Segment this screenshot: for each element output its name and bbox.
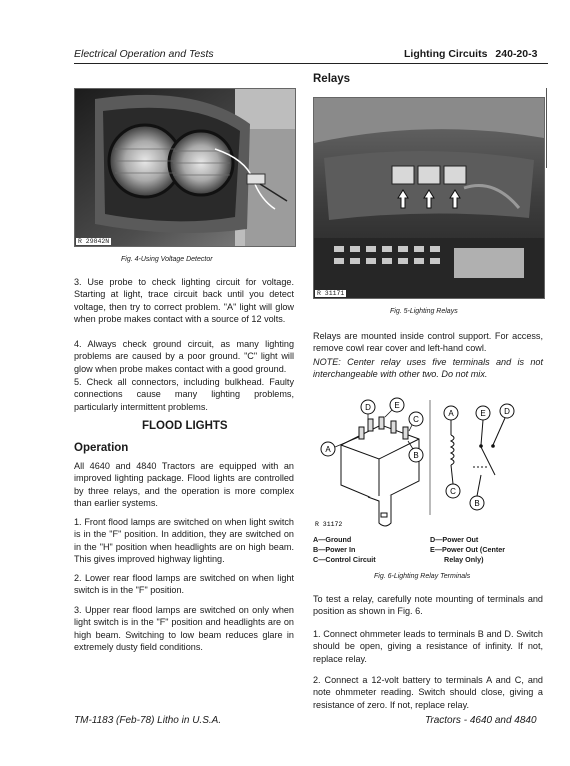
legend-item-power-in: B—Power In [313,545,356,554]
fig6-legend-right [430,535,505,565]
svg-text:A: A [325,445,331,454]
fig6-relay-diagram [313,395,545,530]
header-section-title: Lighting Circuits [404,48,488,60]
flood-step-3-paragraph: 3. Upper rear flood lamps are switched on only when light switch is in the "F" position and headlights are on high beam. Switching to low beam reduces glare in extremely dusty field conditions. [74,605,294,653]
legend-item-control-circuit: C—Control Circuit [313,555,376,564]
step-3-paragraph: 3. Use probe to check lighting circuit for voltage. Starting at light, trace circuit back until you detect voltage, then try to correct problem. "A" light will glow when probe makes contact with a source of 12 volts. [74,277,294,325]
relay-body [341,425,419,526]
flood-lights-heading: FLOOD LIGHTS [142,420,228,432]
terminal-label-b-left [409,448,423,462]
terminal-label-e-left [390,398,404,412]
relays-note: NOTE: Center relay uses five terminals and is not interchangeable with other two. Do not mix. [313,357,543,380]
fig5-photo [313,97,545,299]
fig5-caption: Fig. 5-Lighting Relays [390,308,458,315]
relay-test-step-1-paragraph: 1. Connect ohmmeter leads to terminals B and D. Switch should be open, giving a resistance of infinity. If not, replace relay. [313,629,543,664]
terminal-label-e-right: E [480,409,486,418]
relay-test-intro-paragraph: To test a relay, carefully note mounting of terminals and position as shown in Fig. 6. [313,594,543,617]
fig5-photo-id: R 31171 [317,290,345,297]
fig6-diagram-id: R 31172 [315,521,343,528]
flood-step-1-paragraph: 1. Front flood lamps are switched on when light switch is in the "F" position. In addition, they are switched on in the "H" position when headlights are on high beam. This gives improved highway lighting. [74,517,294,565]
relays-location-paragraph: Relays are mounted inside control support. For access, remove cowl rear cover and left-hand cowl. [313,331,543,354]
header-manual-section: Electrical Operation and Tests [74,48,214,60]
flood-step-2-paragraph: 2. Lower rear flood lamps are switched on when light switch is in the "F" position. [74,573,294,596]
header-page-number: 240-20-3 [495,48,538,60]
footer-manual-id: TM-1183 (Feb-78) Litho in U.S.A. [74,715,222,726]
svg-text:C: C [413,415,419,424]
fig6-legend-left [313,535,376,565]
step-4-paragraph: 4. Always check ground circuit, as many lighting problems are caused by a poor ground. "C" light will glow when probe makes contact with a good ground. [74,339,294,374]
fig5-illustration [314,98,544,298]
legend-item-power-out-center: E—Power Out (Center [430,545,506,554]
relays-heading: Relays [313,73,351,85]
footer-model: Tractors - 4640 and 4840 [425,715,537,726]
fig4-photo-id: R 29842N [78,238,110,245]
relay-test-step-2-paragraph: 2. Connect a 12-volt battery to terminals A and C, and note ohmmeter reading. Switch should close, giving a resistance of zero. If not, replace relay. [313,675,543,710]
terminal-label-b-right: B [474,499,480,508]
terminal-label-c-right: C [450,487,456,496]
legend-item-power-out-center-cont: Relay Only) [444,555,484,564]
terminal-label-a-left [321,442,335,456]
operation-heading: Operation [74,442,129,454]
terminal-label-d-left [361,400,375,414]
svg-text:D: D [365,403,371,412]
fig4-photo [74,88,296,247]
column-rule [546,88,547,168]
step-5-paragraph: 5. Check all connectors, including bulkhead. Faulty connections cause many lighting problems, particularly intermittent problems. [74,377,294,412]
fig4-illustration [75,89,295,246]
header-section-page [404,48,537,60]
legend-item-ground: A—Ground [313,535,352,544]
svg-text:B: B [413,451,419,460]
legend-item-power-out: D—Power Out [430,535,479,544]
flood-intro-paragraph: All 4640 and 4840 Tractors are equipped with an improved lighting package. Flood lights are controlled by three relays, and the operation is more complex than earlier systems. [74,461,294,509]
fig6-caption: Fig. 6-Lighting Relay Terminals [374,573,471,580]
terminal-label-a-right: A [448,409,454,418]
header-rule [74,63,548,64]
terminal-label-d-right: D [504,407,510,416]
fig4-caption: Fig. 4-Using Voltage Detector [121,256,213,263]
svg-text:E: E [394,401,400,410]
terminal-label-c-left [409,412,423,426]
